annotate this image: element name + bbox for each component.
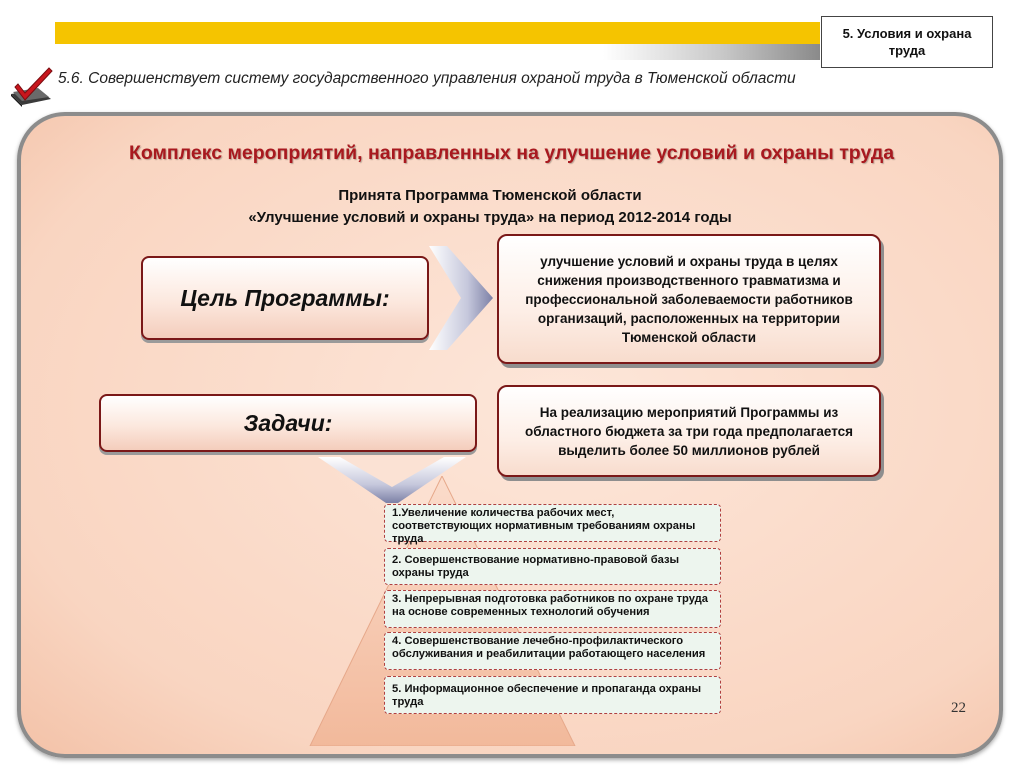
chevron-down-arrow <box>318 457 466 503</box>
top-accent-bar <box>55 22 820 44</box>
page-number: 22 <box>951 700 966 716</box>
slide-heading: 5.6. Совершенствует систему государственного управления охраной труда в Тюменской области <box>58 70 796 87</box>
task-item-5: 5. Информационное обеспечение и пропаганда охраны труда <box>384 676 721 714</box>
task-item-1: 1.Увеличение количества рабочих мест, соответствующих нормативным требованиям охраны труда <box>384 504 721 542</box>
section-label: 5. Условия и охрана труда <box>821 16 993 68</box>
tasks-label: Задачи: <box>99 394 477 452</box>
top-gradient-bar <box>603 44 820 60</box>
goal-label: Цель Программы: <box>141 256 429 340</box>
program-description <box>150 185 830 229</box>
budget-description: На реализацию мероприятий Программы из областного бюджета за три года предполагается выделить более 50 миллионов рублей <box>497 385 881 477</box>
goal-description: улучшение условий и охраны труда в целях снижения производственного травматизма и профессиональной заболеваемости работников организаций, расположенных на территории Тюменской области <box>497 234 881 364</box>
checkbox-check-icon <box>8 66 54 108</box>
task-item-3: 3. Непрерывная подготовка работников по охране труда на основе современных технологий обучения <box>384 590 721 628</box>
program-line-2: «Улучшение условий и охраны труда» на период 2012-2014 годы <box>248 209 732 226</box>
task-item-2: 2. Совершенствование нормативно-правовой базы охраны труда <box>384 548 721 585</box>
program-line-1: Принята Программа Тюменской области <box>338 187 642 204</box>
panel-title: Комплекс мероприятий, направленных на улучшение условий и охраны труда <box>128 142 895 164</box>
task-item-4: 4. Совершенствование лечебно-профилактического обслуживания и реабилитации работающего населения <box>384 632 721 670</box>
chevron-right-arrow <box>429 246 493 350</box>
